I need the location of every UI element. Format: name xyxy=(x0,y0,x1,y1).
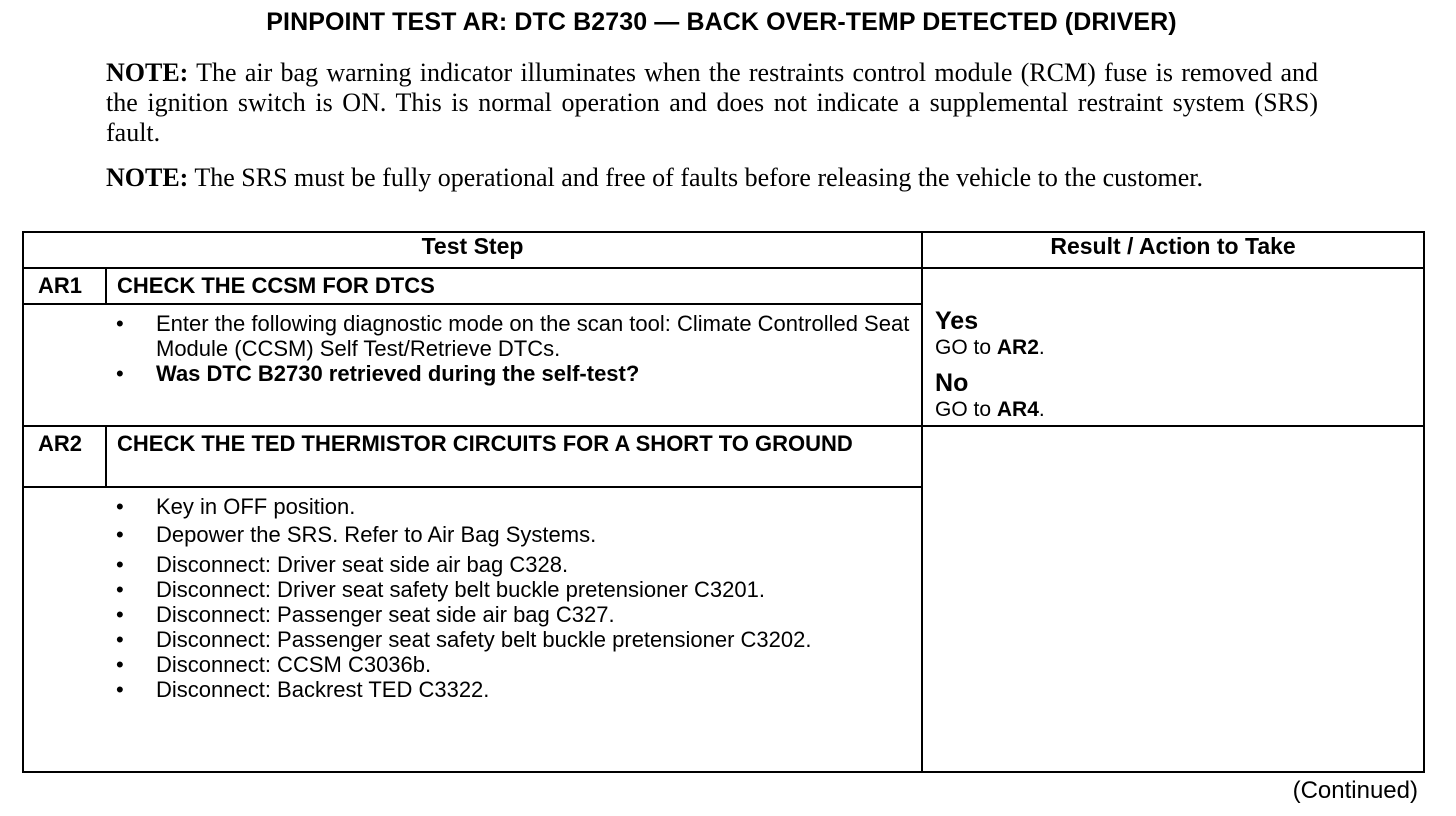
list-item: • Key in OFF position. xyxy=(106,494,921,519)
list-item: • Disconnect: Driver seat safety belt buckle pretensioner C3201. xyxy=(106,577,921,602)
list-item: • Disconnect: Backrest TED C3322. xyxy=(106,677,921,702)
list-item: • Disconnect: CCSM C3036b. xyxy=(106,652,921,677)
result-answer-yes: Yes xyxy=(935,307,979,335)
list-item: • Disconnect: Passenger seat safety belt buckle pretensioner C3202. xyxy=(106,627,921,652)
blank-cell xyxy=(23,487,106,772)
result-cell-ar2 xyxy=(922,426,1424,772)
go-to-target-ar4: AR4 xyxy=(996,398,1039,421)
step-id-ar2: AR2 xyxy=(23,426,106,487)
note-text: The air bag warning indicator illuminates when the restraints control module (RCM) fuse is removed and the ignition switch is ON. This is normal operation and does not indicate a supplemental restraint system (SRS) fault. xyxy=(106,58,1318,147)
list-item: • Enter the following diagnostic mode on the scan tool: Climate Controlled Seat Module (CCSM) Self Test/Retrieve DTCs. xyxy=(106,311,921,361)
note-label: NOTE: xyxy=(106,58,189,87)
list-item-question: • Was DTC B2730 retrieved during the self-test? xyxy=(106,361,921,386)
header-result-action: Result / Action to Take xyxy=(922,232,1424,268)
blank-cell xyxy=(23,304,106,426)
continued-label: (Continued) xyxy=(1292,777,1418,804)
note-label: NOTE: xyxy=(106,163,189,192)
go-to-target-ar2: AR2 xyxy=(996,336,1039,359)
header-test-step: Test Step xyxy=(23,232,922,268)
go-to-suffix: . xyxy=(1038,398,1045,421)
result-answer-no: No xyxy=(935,369,969,397)
step-ar1-heading-row xyxy=(23,268,1424,304)
step-id-ar1: AR1 xyxy=(23,268,106,304)
step-name-ar2: CHECK THE TED THERMISTOR CIRCUITS FOR A SHORT TO GROUND xyxy=(106,426,922,487)
result-action-yes xyxy=(935,335,1413,361)
go-to-text: GO to xyxy=(935,336,997,359)
step-name-ar1: CHECK THE CCSM FOR DTCS xyxy=(106,268,922,304)
note-text: The SRS must be fully operational and free of faults before releasing the vehicle to the customer. xyxy=(188,163,1204,192)
note-srs-operational xyxy=(106,163,1318,193)
go-to-text: GO to xyxy=(935,398,997,421)
table-header-row xyxy=(23,232,1424,268)
note-rcm-fuse xyxy=(106,58,1318,148)
page-title: PINPOINT TEST AR: DTC B2730 — BACK OVER-TEMP DETECTED (DRIVER) xyxy=(266,8,1177,36)
list-item: • Depower the SRS. Refer to Air Bag Systems. xyxy=(106,522,921,547)
result-action-no xyxy=(935,397,1413,423)
step-ar2-heading-row xyxy=(23,426,1424,487)
step-content-ar2 xyxy=(106,487,922,772)
go-to-suffix: . xyxy=(1038,336,1045,359)
list-item: • Disconnect: Passenger seat side air bag C327. xyxy=(106,602,921,627)
pinpoint-test-table xyxy=(22,231,1425,773)
list-item: • Disconnect: Driver seat side air bag C328. xyxy=(106,552,921,577)
result-cell-ar1 xyxy=(922,268,1424,426)
step-content-ar1 xyxy=(106,304,922,426)
